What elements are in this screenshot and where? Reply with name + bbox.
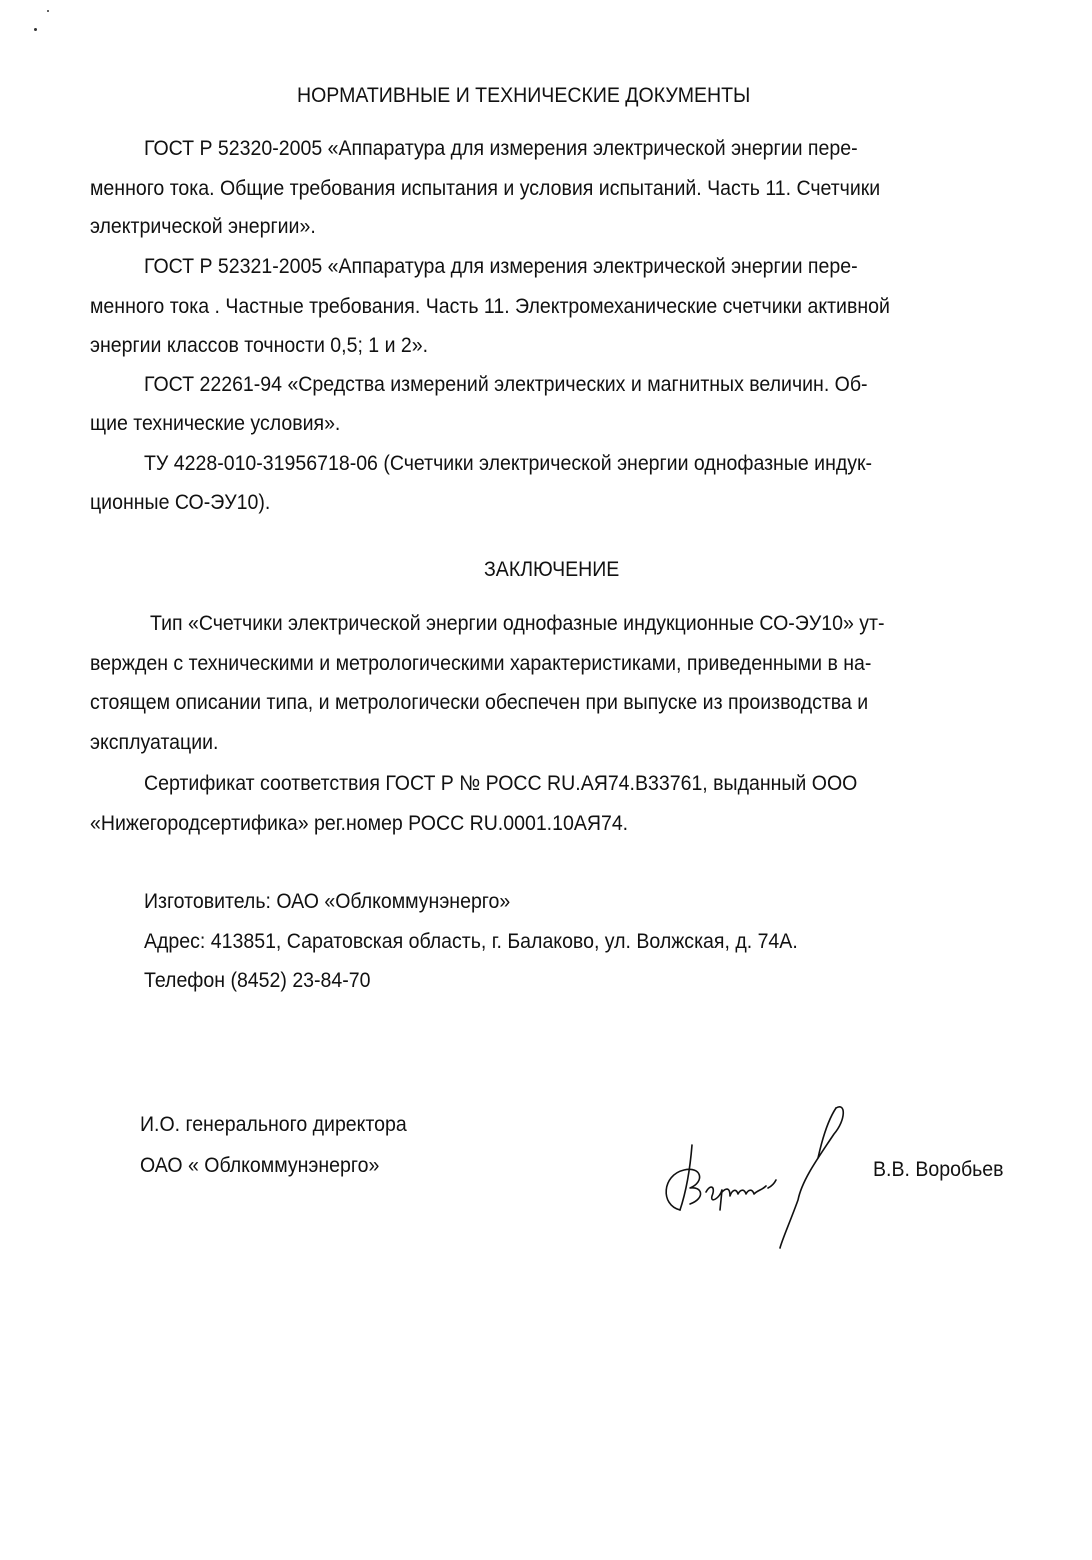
manufacturer-name: Изготовитель: ОАО «Облкоммунэнерго» [144,890,511,913]
section-heading-normative-docs: НОРМАТИВНЫЕ И ТЕХНИЧЕСКИЕ ДОКУМЕНТЫ [297,84,751,107]
conclusion-para1-line3: стоящем описании типа, и метрологически обеспечен при выпуске из производства и [90,691,869,714]
section-heading-conclusion: ЗАКЛЮЧЕНИЕ [484,558,620,581]
manufacturer-address: Адрес: 413851, Саратовская область, г. Балаково, ул. Волжская, д. 74А. [144,930,798,953]
signer-title-line2: ОАО « Облкоммунэнерго» [140,1154,380,1177]
doc-gost-22261-line1: ГОСТ 22261-94 «Средства измерений электрических и магнитных величин. Об- [144,373,868,396]
doc-gost-52320-line2: менного тока. Общие требования испытания и условия испытаний. Часть 11. Счетчики [90,177,881,200]
doc-tu-line1: ТУ 4228-010-31956718-06 (Счетчики электрической энергии однофазные индук- [144,452,873,475]
doc-gost-52321-line1: ГОСТ Р 52321-2005 «Аппаратура для измерения электрической энергии пере- [144,255,858,278]
certificate-line2: «Нижегородсертифика» рег.номер РОСС RU.0001.10АЯ74. [90,812,629,835]
doc-gost-52320-line1: ГОСТ Р 52320-2005 «Аппаратура для измерения электрической энергии пере- [144,137,858,160]
conclusion-para1-line1: Тип «Счетчики электрической энергии однофазные индукционные СО-ЭУ10» ут- [150,612,885,635]
conclusion-para1-line4: эксплуатации. [90,731,219,754]
scan-speck [34,28,37,31]
doc-gost-52320-line3: электрической энергии». [90,215,316,238]
manufacturer-phone: Телефон (8452) 23-84-70 [144,969,371,992]
signer-title-line1: И.О. генерального директора [140,1113,407,1136]
certificate-line1: Сертификат соответствия ГОСТ Р № РОСС RU.АЯ74.В33761, выданный ООО [144,772,858,795]
signer-name: В.В. Воробьев [873,1158,1004,1181]
signature-icon [650,1100,850,1250]
doc-gost-52321-line2: менного тока . Частные требования. Часть 11. Электромеханические счетчики активной [90,295,890,318]
doc-gost-22261-line2: щие технические условия». [90,412,341,435]
scan-speck [47,10,49,12]
doc-tu-line2: ционные СО-ЭУ10). [90,491,271,514]
conclusion-para1-line2: вержден с техническими и метрологическими характеристиками, приведенными в на- [90,652,872,675]
doc-gost-52321-line3: энергии классов точности 0,5; 1 и 2». [90,334,429,357]
